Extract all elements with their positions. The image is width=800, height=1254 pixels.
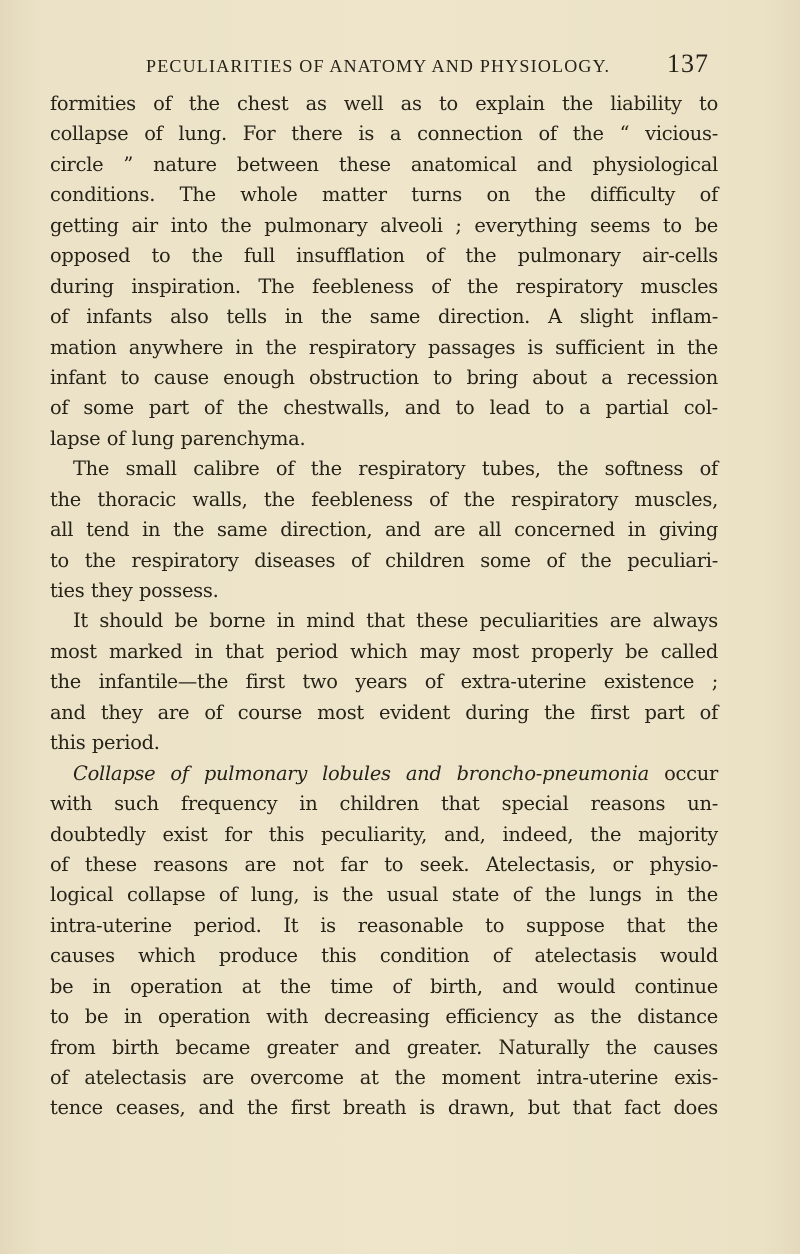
- text-line: and they are of course most evident during the first part of: [50, 700, 718, 724]
- running-header: PECULIARITIES OF ANATOMY AND PHYSIOLOGY.: [146, 56, 611, 76]
- text-line: intra-uterine period. It is reasonable to suppose that the: [50, 913, 718, 937]
- text-line: tence ceases, and the first breath is drawn, but that fact does: [50, 1096, 718, 1120]
- text-line: the thoracic walls, the feebleness of the respiratory muscles,: [50, 487, 718, 511]
- text-line: most marked in that period which may most properly be called: [50, 639, 718, 663]
- text-line: from birth became greater and greater. Naturally the causes: [50, 1035, 718, 1059]
- paragraph: [50, 759, 718, 1124]
- text-line: logical collapse of lung, is the usual state of the lungs in the: [50, 883, 718, 907]
- text-line: formities of the chest as well as to explain the liability to: [50, 92, 718, 115]
- text-line: collapse of lung. For there is a connection of the “ vicious-: [50, 122, 718, 146]
- paragraph: [50, 454, 718, 606]
- text-line: causes which produce this condition of atelectasis would: [50, 944, 718, 968]
- text-line: be in operation at the time of birth, and would continue: [50, 974, 718, 998]
- page-number: 137: [667, 49, 709, 78]
- text-line: to the respiratory diseases of children some of the peculiari-: [50, 548, 718, 572]
- paragraph: [50, 606, 718, 758]
- text-line: conditions. The whole matter turns on the difficulty of: [50, 183, 718, 207]
- text-line: ties they possess.: [50, 579, 219, 602]
- text-line: the infantile—the first two years of extra-uterine existence ;: [50, 670, 718, 694]
- text-line: this period.: [50, 731, 160, 755]
- text-line: during inspiration. The feebleness of the respiratory muscles: [50, 274, 718, 298]
- italic-phrase: Collapse of pulmonary lobules and broncho-pneumonia: [73, 761, 649, 785]
- text-line: of some part of the chestwalls, and to lead to a partial col-: [50, 396, 718, 420]
- text-line: of these reasons are not far to seek. Atelectasis, or physio-: [50, 852, 718, 876]
- text-line: to be in operation with decreasing efficiency as the distance: [50, 1005, 718, 1029]
- text-line: The small calibre of the respiratory tubes, the softness of: [73, 457, 718, 481]
- text-line: doubtedly exist for this peculiarity, and, indeed, the majority: [50, 822, 718, 846]
- paragraph: [50, 89, 718, 454]
- text-line: mation anywhere in the respiratory passages is sufficient in the: [50, 335, 718, 359]
- text-line: of atelectasis are overcome at the moment intra-uterine exis-: [50, 1066, 718, 1089]
- text-line: It should be borne in mind that these peculiarities are always: [73, 609, 718, 633]
- text-line: opposed to the full insufflation of the pulmonary air-cells: [50, 244, 718, 268]
- text-run: occur: [649, 761, 718, 785]
- text-line: getting air into the pulmonary alveoli ; everything seems to be: [50, 213, 718, 237]
- text-line: [50, 759, 718, 789]
- text-line: with such frequency in children that special reasons un-: [50, 792, 718, 816]
- text-line: lapse of lung parenchyma.: [50, 426, 306, 450]
- text-line: circle ” nature between these anatomical and physiological: [50, 152, 718, 176]
- text-line: all tend in the same direction, and are all concerned in giving: [50, 518, 718, 542]
- body-text: [50, 89, 718, 1124]
- text-line: of infants also tells in the same direction. A slight inflam-: [50, 305, 718, 329]
- text-line: infant to cause enough obstruction to bring about a recession: [50, 365, 718, 389]
